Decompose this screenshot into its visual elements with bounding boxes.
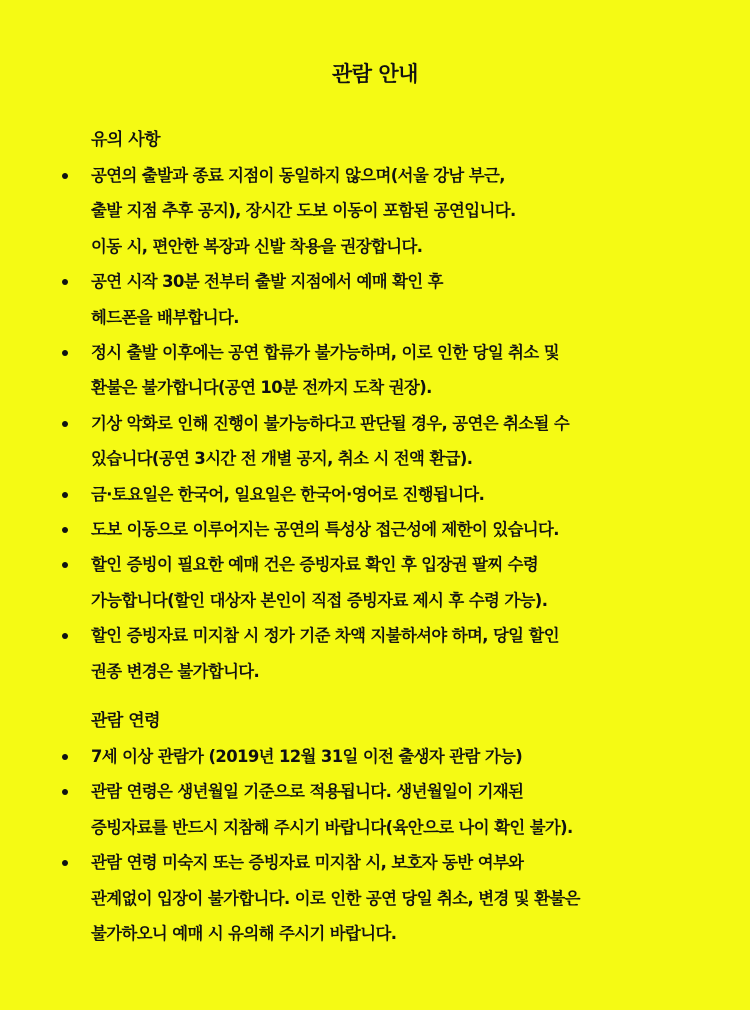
section-age-rating bbox=[60, 703, 700, 951]
list-item-line: 불가하오니 예매 시 유의해 주시기 바랍니다. bbox=[91, 924, 397, 944]
list-item-line: 가능합니다(할인 대상자 본인이 직접 증빙자료 제시 후 수령 가능). bbox=[91, 590, 548, 610]
list-item bbox=[60, 335, 700, 406]
section-heading-age-rating: 관람 연령 bbox=[91, 711, 161, 731]
list-item bbox=[60, 158, 700, 264]
bullet-icon bbox=[62, 421, 68, 427]
list-item-line: 할인 증빙이 필요한 예매 건은 증빙자료 확인 후 입장권 팔찌 수령 bbox=[91, 555, 539, 575]
list-item bbox=[60, 264, 700, 335]
list-item-line: 관람 연령은 생년월일 기준으로 적용됩니다. 생년월일이 기재된 bbox=[91, 782, 524, 802]
list-item-line: 도보 이동으로 이루어지는 공연의 특성상 접근성에 제한이 있습니다. bbox=[91, 520, 559, 540]
bullet-icon bbox=[62, 860, 68, 866]
list-item-line: 있습니다(공연 3시간 전 개별 공지, 취소 시 전액 환급). bbox=[91, 449, 473, 469]
list-item-line: 정시 출발 이후에는 공연 합류가 불가능하며, 이로 인한 당일 취소 및 bbox=[91, 343, 559, 363]
list-item-line: 증빙자료를 반드시 지참해 주시기 바랍니다(육안으로 나이 확인 불가). bbox=[91, 817, 573, 837]
bullet-icon bbox=[62, 527, 68, 533]
section-precautions bbox=[60, 122, 700, 689]
bullet-icon bbox=[62, 562, 68, 568]
list-item-line: 금·토요일은 한국어, 일요일은 한국어·영어로 진행됩니다. bbox=[91, 484, 485, 504]
age-rating-list bbox=[60, 739, 700, 951]
list-item-line: 관계없이 입장이 불가합니다. 이로 인한 공연 당일 취소, 변경 및 환불은 bbox=[91, 888, 580, 908]
list-item-line: 7세 이상 관람가 (2019년 12월 31일 이전 출생자 관람 가능) bbox=[91, 747, 523, 766]
list-item bbox=[60, 547, 700, 618]
list-item bbox=[60, 512, 700, 547]
list-item-line: 이동 시, 편안한 복장과 신발 착용을 권장합니다. bbox=[91, 236, 423, 256]
bullet-icon bbox=[62, 633, 68, 639]
list-item bbox=[60, 406, 700, 477]
bullet-icon bbox=[62, 279, 68, 285]
list-item-line: 권종 변경은 불가합니다. bbox=[91, 661, 260, 681]
list-item bbox=[60, 618, 700, 689]
list-item bbox=[60, 774, 700, 845]
list-item-line: 헤드폰을 배부합니다. bbox=[91, 307, 239, 327]
list-item-line: 출발 지점 추후 공지), 장시간 도보 이동이 포함된 공연입니다. bbox=[91, 201, 516, 221]
list-item bbox=[60, 477, 700, 512]
list-item-line: 관람 연령 미숙지 또는 증빙자료 미지참 시, 보호자 동반 여부와 bbox=[91, 853, 524, 873]
list-item bbox=[60, 739, 700, 774]
bullet-icon bbox=[62, 492, 68, 498]
bullet-icon bbox=[62, 789, 68, 795]
list-item-line: 기상 악화로 인해 진행이 불가능하다고 판단될 경우, 공연은 취소될 수 bbox=[91, 413, 570, 433]
list-item-line: 공연의 출발과 종료 지점이 동일하지 않으며(서울 강남 부근, bbox=[91, 166, 505, 185]
precautions-list bbox=[60, 158, 700, 689]
bullet-icon bbox=[62, 173, 68, 179]
bullet-icon bbox=[62, 350, 68, 356]
bullet-icon bbox=[62, 754, 68, 760]
list-item-line: 공연 시작 30분 전부터 출발 지점에서 예매 확인 후 bbox=[91, 272, 443, 292]
list-item-line: 할인 증빙자료 미지참 시 정가 기준 차액 지불하셔야 하며, 당일 할인 bbox=[91, 626, 559, 646]
page-title: 관람 안내 bbox=[332, 62, 418, 86]
list-item-line: 환불은 불가합니다(공연 10분 전까지 도착 권장). bbox=[91, 378, 432, 398]
list-item bbox=[60, 845, 700, 951]
section-heading-precautions: 유의 사항 bbox=[91, 130, 161, 150]
